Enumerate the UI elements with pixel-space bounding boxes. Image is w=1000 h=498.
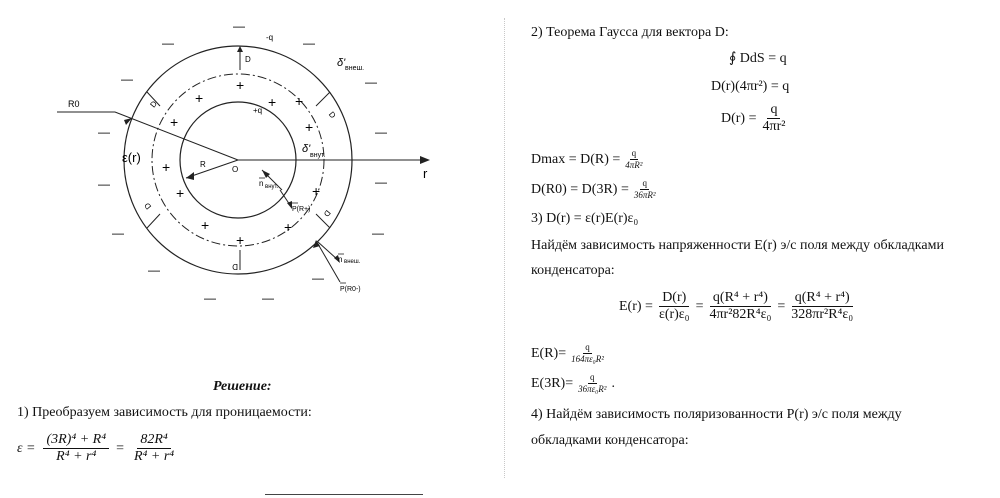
- left-column: [0, 0, 490, 498]
- dr0-num: q: [642, 178, 647, 188]
- minus-sign: —: [204, 291, 216, 305]
- plus-sign: +: [236, 77, 245, 93]
- e-frac3: [788, 290, 856, 323]
- step4-line2: обкладками конденсатора:: [531, 433, 689, 448]
- dmax-num: q: [631, 148, 637, 158]
- eps-label: ε(r): [122, 150, 141, 165]
- delta-inner-label: δ': [302, 143, 311, 155]
- d-label-top: D: [245, 55, 251, 64]
- p-rplus-label: P(R+): [292, 206, 311, 213]
- r-radius-arrow-icon: [186, 172, 194, 180]
- eps-lhs: ε =: [17, 440, 36, 456]
- d-label-upper-right: D: [326, 109, 338, 121]
- para3-line1: Найдём зависимость напряженности E(r) э/с поля между обкладками: [531, 238, 944, 253]
- gauss3-lhs: D(r) =: [721, 110, 757, 126]
- minus-sign: —: [233, 19, 245, 33]
- plus-sign: +: [176, 185, 185, 201]
- plus-sign: +: [295, 93, 304, 109]
- d-label-bottom: D: [232, 262, 238, 271]
- step4-line1: 4) Найдём зависимость поляризованности P(r) э/с поля между: [531, 407, 902, 422]
- step2-text: 2) Теорема Гаусса для вектора D:: [531, 25, 729, 40]
- eps-eq: =: [116, 440, 124, 456]
- n-outer-sub: внеш.: [344, 259, 361, 265]
- origin-label: O: [232, 165, 239, 174]
- e3r-lhs: E(3R)=: [531, 375, 574, 391]
- d-vector-upper-right: [316, 92, 330, 106]
- minus-sign: —: [262, 291, 274, 305]
- e-f1-den: ε(r)ε₀: [658, 307, 690, 322]
- dmax-eq: [531, 148, 648, 171]
- d-label-upper-left: D: [148, 99, 160, 110]
- e-formula: [619, 290, 859, 323]
- minus-sign: —: [121, 72, 133, 86]
- dr0-frac: [632, 178, 658, 201]
- minus-sign: —: [372, 226, 384, 240]
- eps-den1: R⁴ + r⁴: [56, 449, 97, 464]
- gauss-eq-2: D(r)(4πr²) = q: [711, 79, 790, 94]
- r-axis-label: r: [423, 166, 428, 181]
- plus-q-label: +q: [253, 106, 263, 115]
- dr0-den: 36πR²: [633, 190, 656, 200]
- e-f1-num: D(r): [659, 290, 689, 307]
- minus-sign: —: [375, 175, 387, 189]
- n-inner-sub: внут.: [265, 184, 279, 190]
- e-f2-den: 4πr²82R⁴ε₀: [709, 307, 772, 322]
- minus-sign: —: [98, 125, 110, 139]
- er-lhs: E(R)=: [531, 345, 567, 361]
- e3r-den: 36πε₀R²: [578, 384, 607, 394]
- dr0-lhs: D(R0) = D(3R) =: [531, 181, 629, 197]
- plus-sign: +: [236, 232, 245, 248]
- eps-formula: [17, 432, 180, 465]
- er-eq: [531, 342, 609, 365]
- gauss3-num: q: [767, 102, 780, 119]
- e3r-frac: [576, 372, 608, 395]
- minus-q-label: -q: [266, 33, 274, 42]
- para3-line2: конденсатора:: [531, 263, 615, 278]
- minus-sign: —: [365, 75, 377, 89]
- dr0-eq: [531, 178, 661, 201]
- er-num: q: [585, 342, 590, 352]
- minus-sign: —: [303, 36, 315, 50]
- delta-outer-sub: внеш.: [345, 65, 365, 72]
- p-r0minus-arrow-icon: [313, 240, 320, 248]
- minus-sign: —: [162, 36, 174, 50]
- plus-sign: +: [305, 119, 314, 135]
- dmax-lhs: Dmax = D(R) =: [531, 151, 621, 167]
- plus-sign: +: [195, 90, 204, 106]
- e-lhs: E(r) =: [619, 298, 653, 314]
- right-column: [505, 0, 1000, 498]
- er-den: 164πε₀R²: [571, 354, 604, 364]
- minus-sign: —: [312, 271, 324, 285]
- p-r0minus-label: P(R0-): [340, 286, 361, 293]
- r-label: R: [200, 160, 206, 169]
- e-f2-num: q(R⁴ + r⁴): [710, 290, 771, 307]
- er-frac: [569, 342, 606, 365]
- e-eq2: =: [777, 298, 786, 314]
- delta-inner-sub: внут.: [310, 152, 326, 159]
- e3r-eq: [531, 372, 615, 395]
- d-top-arrow-icon: [237, 46, 243, 52]
- d-label-lower-left: D: [142, 200, 154, 212]
- gauss3-frac: [760, 102, 789, 135]
- d-vector-lower-left: [147, 214, 160, 228]
- minus-sign: —: [148, 263, 160, 277]
- eps-num1: (3R)⁴ + R⁴: [43, 432, 109, 449]
- minus-sign: —: [375, 125, 387, 139]
- e3r-tail: .: [611, 375, 615, 391]
- eps-frac1: [43, 432, 109, 465]
- eps-den2: R⁴ + r⁴: [133, 449, 175, 464]
- gauss-eq-1: ∮ DdS = q: [729, 51, 787, 66]
- delta-outer-label: δ': [337, 57, 346, 69]
- plus-sign: +: [268, 94, 277, 110]
- e3r-num: q: [590, 372, 595, 382]
- r0-leader: [57, 112, 238, 160]
- minus-sign: —: [112, 226, 124, 240]
- eps-frac2: [131, 432, 177, 465]
- plus-sign: +: [162, 159, 171, 175]
- gauss-eq-3: [721, 102, 791, 135]
- n-outer-label: n: [338, 255, 343, 264]
- capacitor-figure: [0, 0, 490, 330]
- e-frac1: [656, 290, 693, 323]
- step3-text: 3) D(r) = ε(r)E(r)ε₀: [531, 211, 639, 226]
- r0-label: R0: [68, 99, 80, 109]
- e-f3-den: 328πr²R⁴ε₀: [791, 307, 854, 322]
- d-label-lower-right: D: [321, 208, 333, 219]
- solution-heading: Решение:: [213, 379, 272, 394]
- step1-text: 1) Преобразуем зависимость для проницаемости:: [17, 405, 312, 420]
- dmax-frac: [623, 148, 644, 171]
- plus-sign: +: [284, 219, 293, 235]
- e-frac2: [706, 290, 774, 323]
- r-axis-arrow-icon: [420, 156, 430, 164]
- dmax-den: 4πR²: [625, 160, 643, 170]
- minus-sign: —: [98, 177, 110, 191]
- n-inner-label: n: [259, 179, 264, 188]
- plus-sign: +: [170, 114, 179, 130]
- gauss3-den: 4πr²: [762, 119, 786, 134]
- e-f3-num: q(R⁴ + r⁴): [792, 290, 853, 307]
- plus-sign: +: [201, 217, 210, 233]
- plus-sign: +: [312, 183, 321, 199]
- eps-num2: 82R⁴: [137, 432, 170, 449]
- e-eq1: =: [695, 298, 704, 314]
